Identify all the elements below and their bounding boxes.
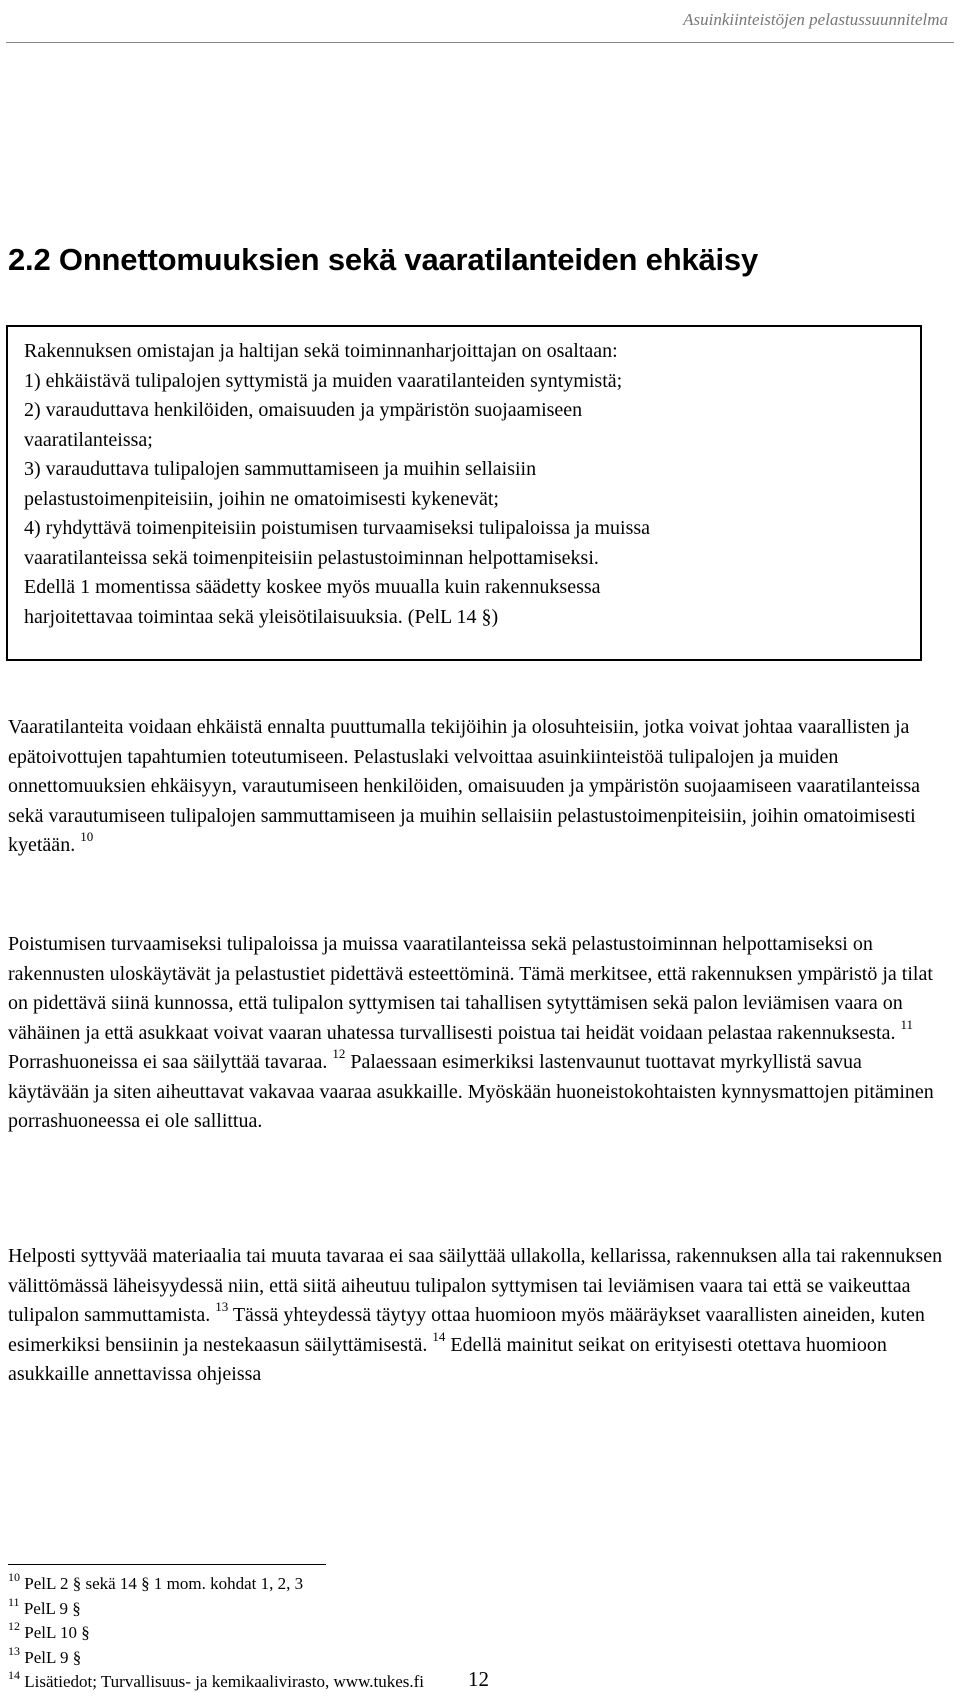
footnote-item (8, 1572, 424, 1597)
footnote-ref: 11 (900, 1016, 913, 1032)
paragraph-prevention (8, 713, 943, 861)
footnote-text: PelL 9 § (24, 1647, 82, 1667)
legal-line: 3) varauduttava tulipalojen sammuttamiseen ja muihin sellaisiin (24, 458, 537, 480)
legal-line: Rakennuksen omistajan ja haltijan sekä toiminnanharjoittajan on osaltaan: (24, 340, 618, 362)
paragraph-text: Porrashuoneissa ei saa säilyttää tavaraa. (8, 1051, 328, 1073)
footnote-ref: 10 (80, 829, 94, 845)
footnote-list (8, 1572, 424, 1695)
footnote-separator (8, 1564, 326, 1565)
section-heading: 2.2 Onnettomuuksien sekä vaaratilanteiden ehkäisy (8, 242, 759, 277)
paragraph-text: Edellä mainitut seikat on erityisesti otettava huomioon asukkaille annettavissa ohjeissa (8, 1333, 887, 1385)
paragraph-text: Poistumisen turvaamiseksi tulipaloissa ja muissa vaaratilanteissa sekä pelastustoiminnan helpottamiseksi on rakennusten uloskäytävät ja pelastustiet pidettävä esteettöminä. Tämä merkitsee, että rakennuksen ympäristö ja tilat on pidettävä siinä kunnossa, että tulipalon syttymisen tai tahallisen sytyttämisen sekä palon leviämisen vaara on vähäinen ja että asukkaat voivat vaaran uhatessa turvallisesti poistua tai heidät voidaan pelastaa rakennuksesta. (8, 933, 933, 1044)
paragraph-text: Vaaratilanteita voidaan ehkäistä ennalta puuttumalla tekijöihin ja olosuhteisiin, jotka voivat johtaa vaarallisten ja epätoivottujen tapahtumien toteutumiseen. Pelastuslaki velvoittaa asuinkiinteistöä tulipalojen ja muiden onnettomuuksien ehkäisyyn, varautumiseen henkilöiden, omaisuuden ja ympäristön suojaamiseen vaaratilanteissa sekä varautumiseen tulipalojen sammuttamiseen ja muihin sellaisiin pelastustoimenpiteisiin, joihin omatoimisesti kyetään. (8, 716, 920, 856)
footnote-number: 10 (8, 1570, 20, 1585)
footnote-text: PelL 10 § (24, 1623, 90, 1642)
footnote-item (8, 1643, 424, 1671)
footnote-item (8, 1621, 424, 1646)
page-number: 12 (468, 1667, 489, 1691)
legal-line: vaaratilanteissa sekä toimenpiteisiin pelastustoiminnan helpottamiseksi. (24, 546, 599, 569)
footnote-text: Lisätiedot; Turvallisuus- ja kemikaalivirasto, www.tukes.fi (24, 1672, 425, 1691)
paragraph-text: Palaessaan esimerkiksi lastenvaunut tuottavat myrkyllistä savua käytävään ja siten aiheuttavat vakavaa vaaraa asukkaille. Myöskään huoneistokohtaisten kynnysmattojen pitäminen porrashuoneessa ei ole sallittua. (8, 1051, 934, 1132)
legal-line: 4) ryhdyttävä toimenpiteisiin poistumisen turvaamiseksi tulipaloissa ja muissa (24, 517, 651, 539)
paragraph-evacuation (8, 930, 943, 1137)
footnote-ref: 13 (215, 1299, 229, 1315)
paragraph-flammable-materials (8, 1242, 943, 1390)
legal-quote-box (6, 325, 922, 661)
legal-line: pelastustoimenpiteisiin, joihin ne omatoimisesti kykenevät; (24, 487, 499, 510)
footnote-ref: 12 (332, 1046, 346, 1062)
footnote-number: 12 (8, 1619, 20, 1634)
footnote-item (8, 1594, 424, 1622)
footnote-number: 13 (8, 1643, 20, 1658)
footnote-number: 14 (8, 1668, 20, 1683)
legal-line: 2) varauduttava henkilöiden, omaisuuden ja ympäristön suojaamiseen (24, 399, 583, 421)
footnote-text: PelL 2 § sekä 14 § 1 mom. kohdat 1, 2, 3 (24, 1574, 304, 1593)
header-rule (6, 42, 954, 43)
legal-line: harjoitettavaa toimintaa sekä yleisötilaisuuksia. (PelL 14 §) (24, 605, 499, 628)
paragraph-text: Tässä yhteydessä täytyy ottaa huomioon myös määräykset vaarallisten aineiden, kuten esimerkiksi bensiinin ja nestekaasun säilyttämisestä. (8, 1304, 925, 1356)
footnote-text: PelL 9 § (23, 1598, 81, 1618)
running-header: Asuinkiinteistöjen pelastussuunnitelma (683, 10, 948, 29)
footnote-item (8, 1670, 424, 1695)
legal-line: 1) ehkäistävä tulipalojen syttymistä ja muiden vaaratilanteiden syntymistä; (24, 369, 623, 392)
footnote-number: 11 (8, 1594, 20, 1609)
footnote-ref: 14 (432, 1328, 446, 1344)
paragraph-text: Helposti syttyvää materiaalia tai muuta tavaraa ei saa säilyttää ullakolla, kellarissa, rakennuksen alla tai rakennuksen välittömässä läheisyydessä niin, että siitä aiheutuu tulipalon syttymisen tai leviämisen vaara tai että se vaikeuttaa tulipalon sammuttamista. (8, 1245, 943, 1326)
legal-line: Edellä 1 momentissa säädetty koskee myös muualla kuin rakennuksessa (24, 576, 601, 598)
legal-line: vaaratilanteissa; (24, 428, 153, 451)
